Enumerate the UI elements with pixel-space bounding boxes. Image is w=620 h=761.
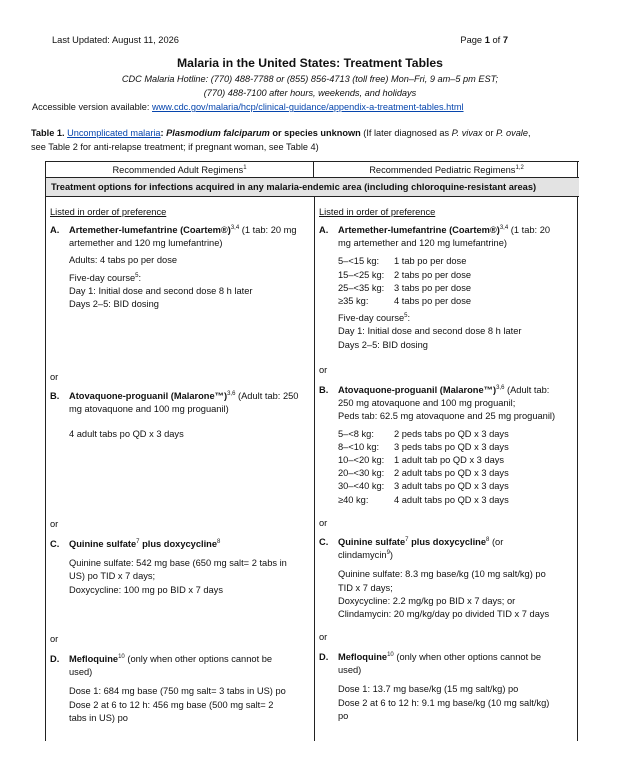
document-title: Malaria in the United States: Treatment Tables (177, 56, 443, 70)
hotline-info (0, 73, 620, 101)
adult-order-note: Listed in order of preference (50, 207, 167, 217)
weight-row: 8–<10 kg: 3 peds tabs po QD x 3 days (338, 441, 509, 452)
weight-row: 5–<8 kg: 2 peds tabs po QD x 3 days (338, 428, 509, 439)
weight-row: 5–<15 kg: 1 tab po per dose (338, 256, 467, 267)
header-adult: Recommended Adult Regimens$^1$ (46, 162, 314, 178)
accessible-label: Accessible version available: (32, 102, 150, 112)
peds-option-c: C. Quinine sulfate$^7$ plus doxycycline$^8$ (or clindamycin$^9$) Quinine sulfate: 8.3 mg base/kg (10 mg salt/kg) po TID x 7 days; Doxycycline: 2.2 mg/kg po BID x 7 days; or Clindamycin: 20 mg/kg/day po divided TID x 7 days (319, 536, 550, 619)
accessible-version-link[interactable]: www.cdc.gov/malaria/hcp/clinical-guidance/appendix-a-treatment-tables.html (152, 102, 464, 112)
peds-option-b: B. Atovaquone-proguanil (Malarone™)$^{3,6}$ (Adult tab: 250 mg atovaquone and 100 mg proguanil; Peds tab: 62.5 mg atovaquone and 25 mg proguanil) 5–<8 kg: 2 peds tabs po QD x 3 days 8–<10 kg: 3 peds tabs po QD x 3 days 10–<20 kg: 1 adult tab po QD x 3 days 20–<30 kg: 2 adult tabs po QD x 3 days 30–<40 kg: 3 adult tabs po QD x 3 days ≥40 kg: 4 adult tabs po QD x 3 days (319, 384, 575, 507)
peds-order-note: Listed in order of preference (319, 207, 436, 217)
or-separator: or (50, 372, 59, 382)
adult-option-b: B. Atovaquone-proguanil (Malarone™)$^{3,6}$ (Adult tab: 250 mg atovaquone and 100 mg proguanil) 4 adult tabs po QD x 3 days (50, 390, 299, 440)
or-separator: or (319, 632, 328, 642)
treatment-table (45, 161, 578, 741)
weight-row: 25–<35 kg: 3 tabs po per dose (338, 282, 472, 293)
weight-row: 20–<30 kg: 2 adult tabs po QD x 3 days (338, 468, 509, 479)
weight-row: 15–<25 kg: 2 tabs po per dose (338, 269, 472, 280)
or-separator: or (50, 634, 59, 644)
header-pediatric: Recommended Pediatric Regimens$^{1,2}$ (369, 164, 524, 175)
table-label: Table 1. (31, 128, 65, 138)
weight-row: 10–<20 kg: 1 adult tab po QD x 3 days (338, 454, 505, 465)
pediatric-column (315, 197, 579, 741)
page-header (52, 34, 508, 48)
adult-option-a: A. Artemether-lumefantrine (Coartem®)$^{3,4}$ (1 tab: 20 mg artemether and 120 mg lumefantrine) Adults: 4 tabs po per dose Five-day course$^5$: Day 1: Initial dose and second dose 8 h later Days 2–5: BID dosing (50, 224, 297, 309)
caption-line-2: see Table 2 for anti-relapse treatment; if pregnant woman, see Table 4) (31, 141, 319, 152)
adult-option-d: D. Mefloquine$^{10}$ (only when other options cannot be used) Dose 1: 684 mg base (750 mg salt= 3 tabs in US) po Dose 2 at 6 to 12 h: 456 mg base (500 mg salt= 2 tabs in US) po (50, 653, 286, 723)
last-updated: Last Updated: August 11, 2026 (52, 35, 179, 45)
hotline-line-2: (770) 488-7100 after hours, weekends, and holidays (203, 87, 417, 98)
hotline-line-1: CDC Malaria Hotline: (770) 488-7788 or (855) 856-4713 (toll free) Mon–Fri, 9 am–5 pm EST; (121, 74, 499, 84)
or-separator: or (319, 365, 328, 375)
species-name: Plasmodium falciparum (166, 128, 270, 138)
table-header-row (46, 161, 579, 178)
page-number: Page 1 of 7 (460, 35, 508, 45)
peds-option-d: D. Mefloquine$^{10}$ (only when other options cannot be used) Dose 1: 13.7 mg base/kg (15 mg salt/kg) po Dose 2 at 6 to 12 h: 9.1 mg base/kg (10 mg salt/kg) po (319, 651, 550, 721)
peds-option-a: A. Artemether-lumefantrine (Coartem®)$^{3,4}$ (1 tab: 20 mg artemether and 120 mg lumefantrine) 5–<15 kg: 1 tab po per dose 15–<25 kg: 2 tabs po per dose 25–<35 kg: 3 tabs po per dose ≥35 kg: 4 tabs po per dose Five-day course$^5$: Day 1: Initial dose and second dose 8 h later Days 2–5: BID dosing (319, 224, 575, 352)
table-caption: Table 1. Uncomplicated malaria: Plasmodium falciparum or species unknown (If later diagnosed as P. vivax or P. ovale, see Table 2 for anti-relapse treatment; if pregnant woman, see Table 4) (31, 128, 531, 152)
weight-row: ≥35 kg: 4 tabs po per dose (338, 295, 472, 306)
or-separator: or (319, 518, 328, 528)
adult-option-c: C. Quinine sulfate$^7$ plus doxycycline$^8$ Quinine sulfate: 542 mg base (650 mg salt= 2 tabs in US) po TID x 7 days; Doxycycline: 100 mg po BID x 7 days (50, 538, 287, 595)
uncomplicated-malaria-link[interactable]: Uncomplicated malaria (67, 128, 161, 138)
or-separator: or (50, 519, 59, 529)
weight-row: 30–<40 kg: 3 adult tabs po QD x 3 days (338, 481, 509, 492)
weight-row: ≥40 kg: 4 adult tabs po QD x 3 days (338, 494, 509, 505)
adult-column (46, 197, 314, 741)
accessible-version (32, 101, 464, 114)
endemic-area-band: Treatment options for infections acquired in any malaria-endemic area (including chloroquine-resistant areas) (46, 178, 579, 197)
